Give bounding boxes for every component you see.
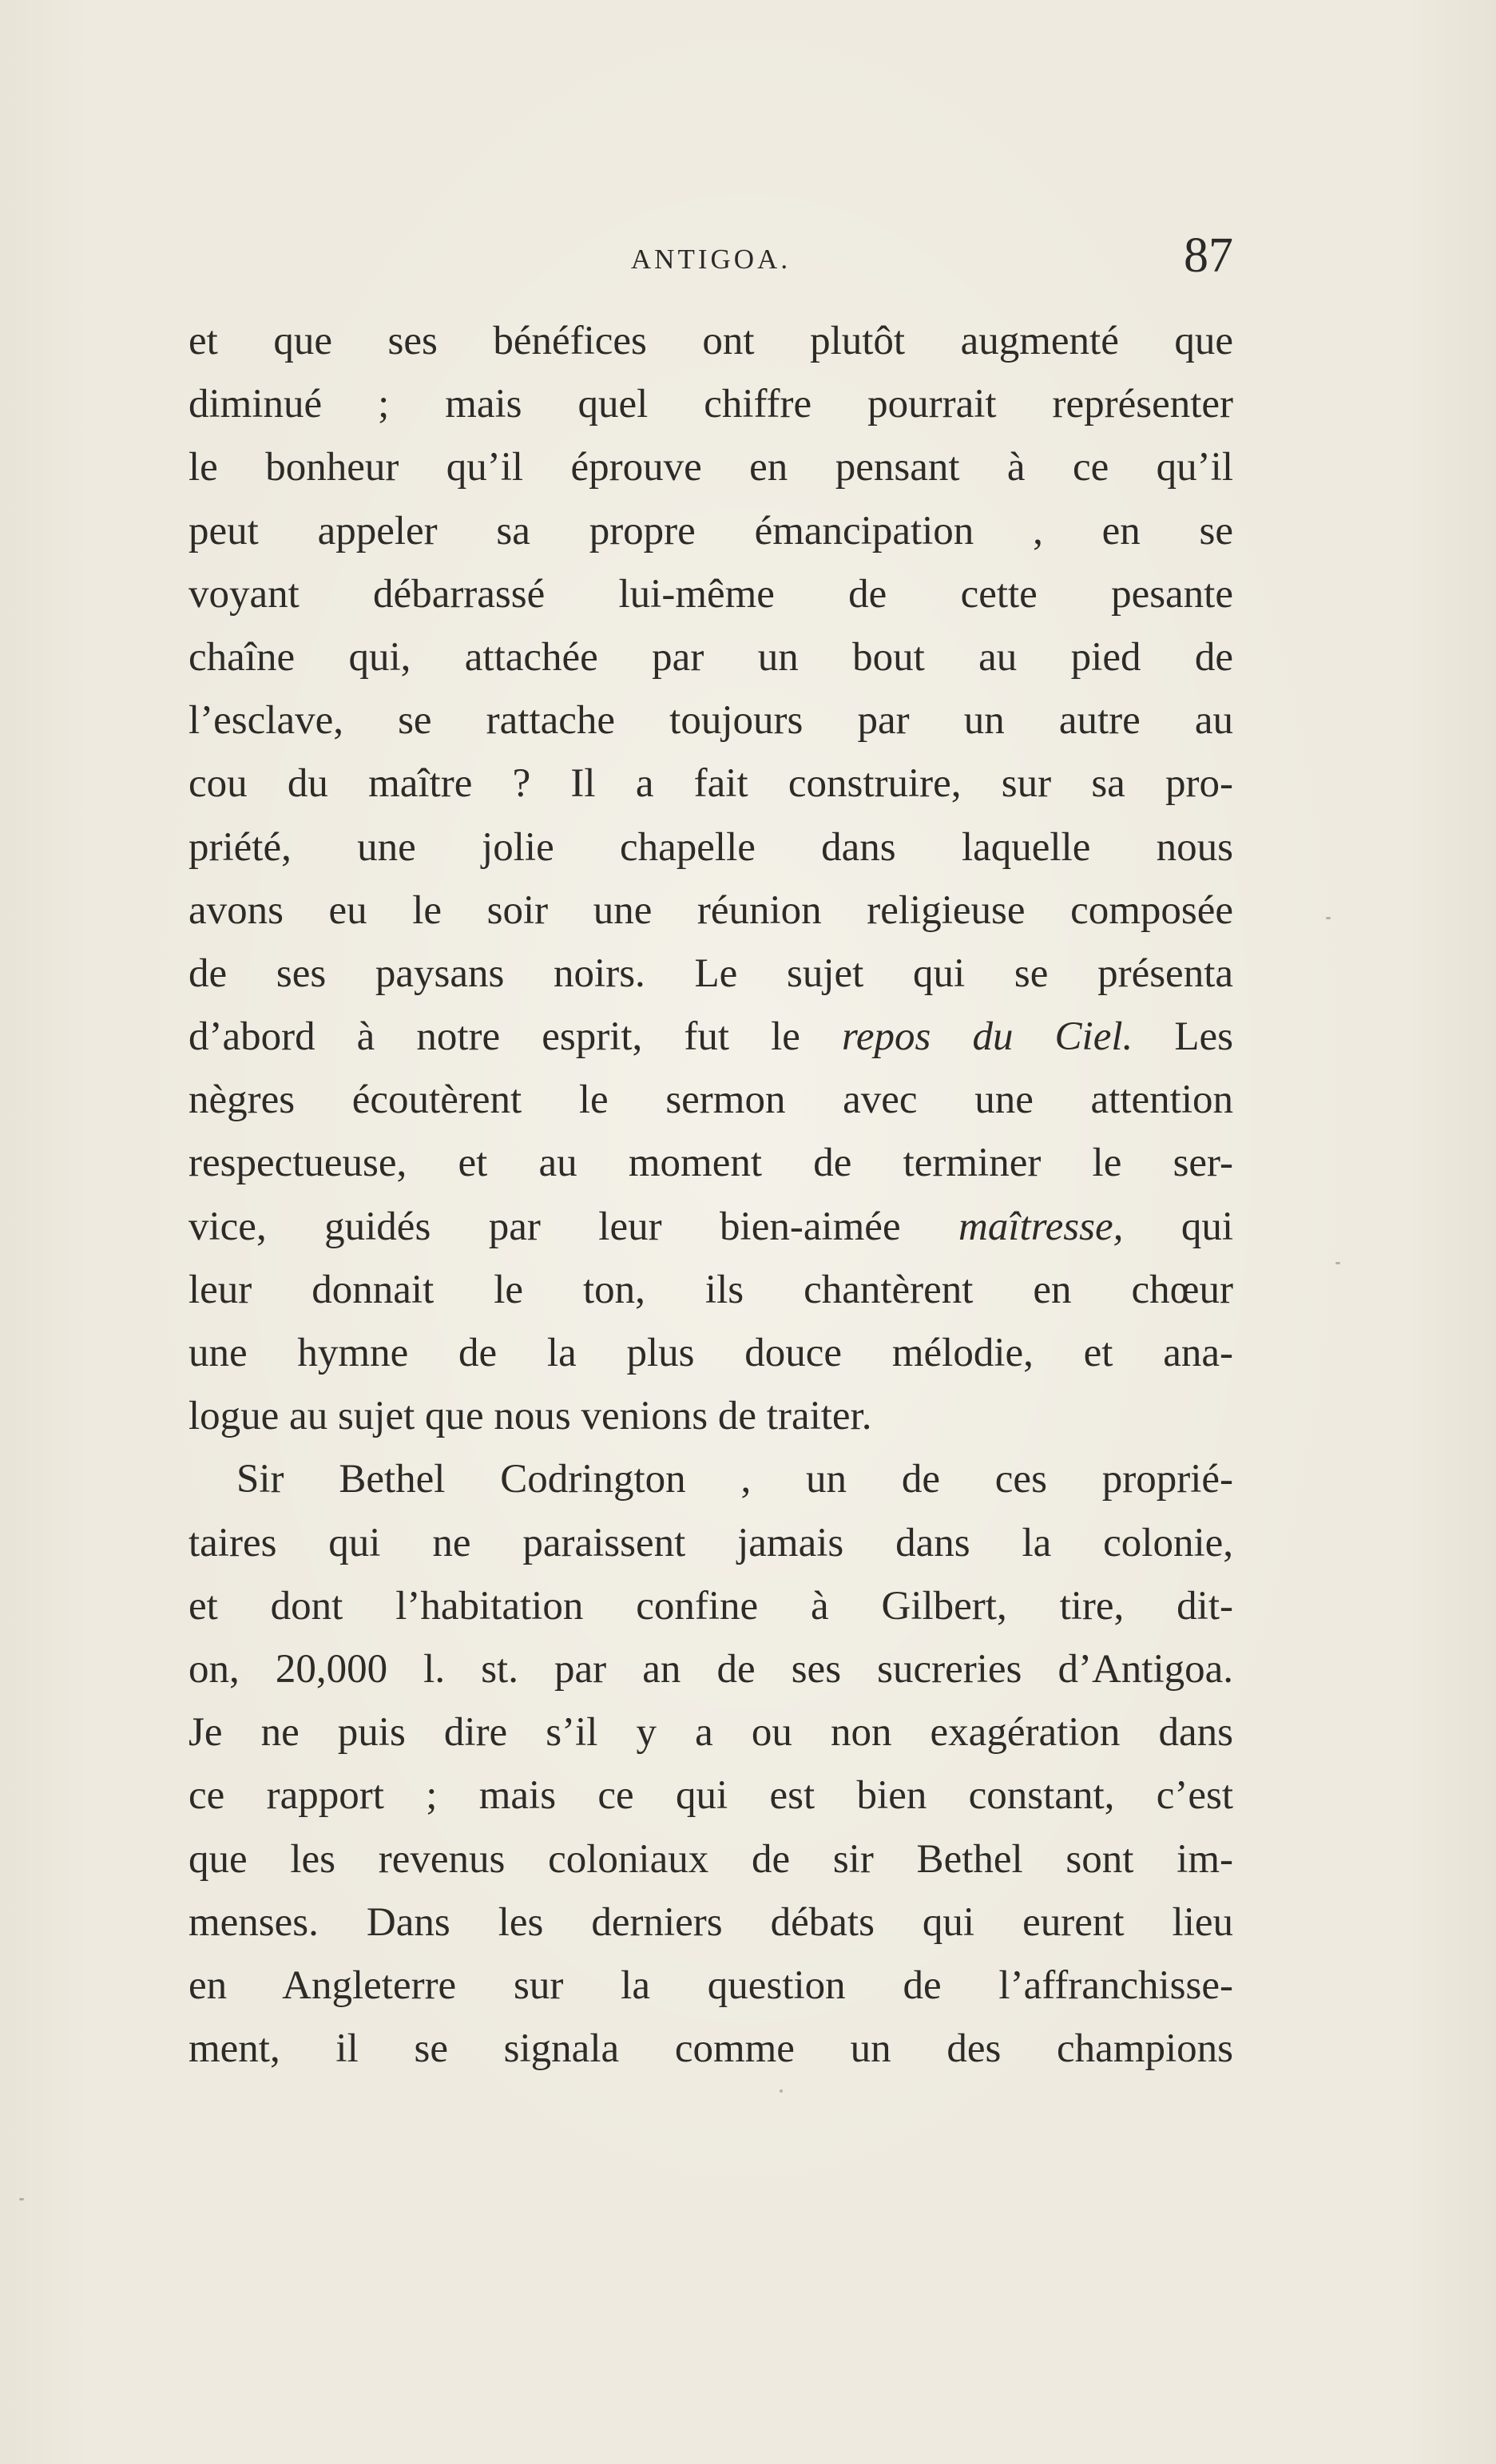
text-line: Sir Bethel Codrington , un de ces proprié- [236,1457,1233,1502]
text-line: on, 20,000 l. st. par an de ses sucreries d’Antigoa. [188,1646,1233,1692]
text-line: taires qui ne paraissent jamais dans la colonie, [188,1520,1233,1565]
text-line: diminué ; mais quel chiffre pourrait représenter [188,382,1233,427]
body-text [188,310,1233,2081]
text-run: d’abord à notre esprit, fut le [188,1014,842,1060]
text-line: en Angleterre sur la question de l’affranchisse- [188,1962,1233,2008]
paper-speck [1326,917,1331,919]
text-line: que les revenus coloniaux de sir Bethel sont im- [188,1836,1233,1882]
text-line: voyant débarrassé lui-même de cette pesante [188,571,1233,617]
text-line: chaîne qui, attachée par un bout au pied de [188,634,1233,680]
text-line: cou du maître ? Il a fait construire, sur sa pro- [188,761,1233,807]
text-line: ce rapport ; mais ce qui est bien constant, c’est [188,1773,1233,1819]
text-line: Je ne puis dire s’il y a ou non exagération dans [188,1710,1233,1756]
text-line: l’esclave, se rattache toujours par un autre au [188,698,1233,744]
text-line: avons eu le soir une réunion religieuse composée [188,887,1233,933]
paper-speck [780,2089,783,2093]
text-line: priété, une jolie chapelle dans laquelle nous [188,824,1233,870]
text-line: de ses paysans noirs. Le sujet qui se présenta [188,950,1233,996]
text-run: qui [1123,1204,1233,1249]
text-line: le bonheur qu’il éprouve en pensant à ce qu’il [188,445,1233,490]
italic-word: maîtresse, [958,1204,1124,1249]
text-line: logue au sujet que nous venions de traiter. [188,1394,872,1439]
text-run: Les [1133,1014,1234,1060]
text-line: nègres écoutèrent le sermon avec une attention [188,1077,1233,1123]
text-line: ment, il se signala comme un des champions [188,2026,1233,2072]
paper-speck [19,2198,24,2200]
paper-speck [1335,1262,1340,1264]
paragraph-2 [188,1448,1233,2081]
paragraph-1 [188,310,1233,1448]
text-line [188,1006,1233,1069]
running-head: ANTIGOA. [630,244,792,275]
text-line: peut appeler sa propre émancipation , en se [188,508,1233,554]
italic-phrase: repos du Ciel. [841,1014,1133,1060]
text-run: vice, guidés par leur bien-aimée [188,1204,959,1249]
text-line: menses. Dans les derniers débats qui eurent lieu [188,1899,1233,1945]
text-line: et que ses bénéfices ont plutôt augmenté que [188,319,1233,363]
text-line [188,1196,1233,1259]
text-line: respectueuse, et au moment de terminer le ser- [188,1141,1233,1186]
text-line: et dont l’habitation confine à Gilbert, tire, dit- [188,1583,1233,1629]
text-line: leur donnait le ton, ils chantèrent en chœur [188,1267,1233,1312]
page-number: 87 [1184,228,1233,283]
text-line: une hymne de la plus douce mélodie, et ana- [188,1331,1233,1375]
page-header [188,228,1233,292]
